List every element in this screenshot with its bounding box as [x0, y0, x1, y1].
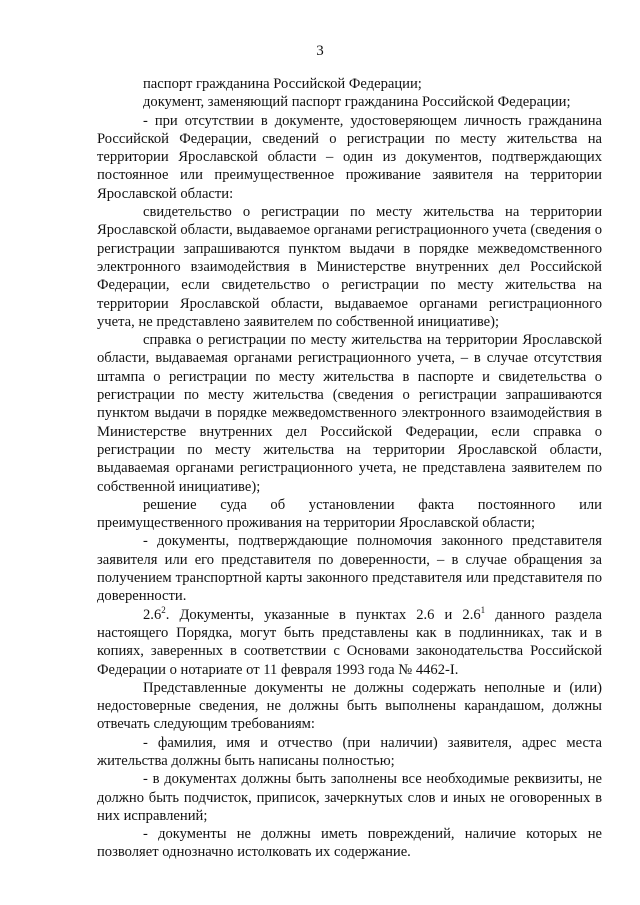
document-body: [97, 75, 602, 862]
paragraph-representative-documents: - документы, подтверждающие полномочия законного представителя заявителя или его представителя по доверенности, – в случае обращения за получением транспортной карты законного представителя или представителя по доверенности.: [97, 533, 602, 605]
clause-number-superscript: 2: [161, 604, 166, 615]
paragraph-passport: паспорт гражданина Российской Федерации;: [143, 76, 422, 92]
paragraph-passport-substitute: документ, заменяющий паспорт гражданина Российской Федерации;: [143, 94, 571, 111]
paragraph-requirements-intro: Представленные документы не должны содержать неполные и (или) недостоверные сведения, не должны быть выполнены карандашом, должны отвечать следующим требованиям:: [97, 679, 602, 733]
paragraph-registration-reference: справка о регистрации по месту жительства на территории Ярославской области, выдаваемая органами регистрационного учета, – в случае отсутствия штампа о регистрации по месту жительства в паспорте и свидетельства о регистрации по месту жительства (сведения о регистрации запрашиваются пунктом выдачи в порядке межведомственного электронного взаимодействия в Министерстве внутренних дел Российской Федерации, если справка о регистрации по месту жительства на территории Ярославской области, выдаваемая органами регистрационного учета, не представлена заявителем по собственной инициативе);: [97, 332, 602, 495]
paragraph-court-decision: решение суда об установлении факта постоянного или преимущественного проживания на территории Ярославской области;: [97, 496, 602, 532]
requirement-full-name: - фамилия, имя и отчество (при наличии) заявителя, адрес места жительства должны быть написаны полностью;: [97, 734, 602, 769]
paragraph-no-registration: - при отсутствии в документе, удостоверяющем личность гражданина Российской Федерации, сведений о регистрации по месту жительства на территории Ярославской области – один из документов, подтверждающих постоянное или преимущественное проживание заявителя на территории Ярославской области:: [97, 112, 602, 202]
clause-2-6-2: [97, 606, 602, 679]
clause-reference-superscript: 1: [480, 604, 486, 615]
requirement-no-corrections: - в документах должны быть заполнены все необходимые реквизиты, не должно быть подчисток, приписок, зачеркнутых слов и иных не оговоренных в них исправлений;: [97, 771, 602, 824]
paragraph-registration-certificate: свидетельство о регистрации по месту жительства на территории Ярославской области, выдаваемое органами регистрационного учета (сведения о регистрации запрашиваются пунктом выдачи в порядке межведомственного электронного взаимодействия в Министерстве внутренних дел Российской Федерации, если свидетельство о регистрации по месту жительства на территории Ярославской области, выдаваемое органами регистрационного учета, не представлено заявителем по собственной инициативе);: [97, 204, 602, 330]
page-number: 3: [316, 43, 324, 59]
clause-number: 2.6: [143, 606, 162, 623]
clause-text-after: данного раздела настоящего Порядка, могут быть представлены как в подлинниках, так и в копиях, заверенных в соответствии с Основами законодательства Российской Федерации о нотариате от 11 февраля 1993 года № 4462-I.: [97, 606, 602, 678]
clause-text-before: . Документы, указанные в пунктах 2.6 и 2.6: [165, 606, 481, 623]
requirement-no-damage: - документы не должны иметь повреждений, наличие которых не позволяет однозначно истолковать их содержание.: [97, 826, 602, 861]
